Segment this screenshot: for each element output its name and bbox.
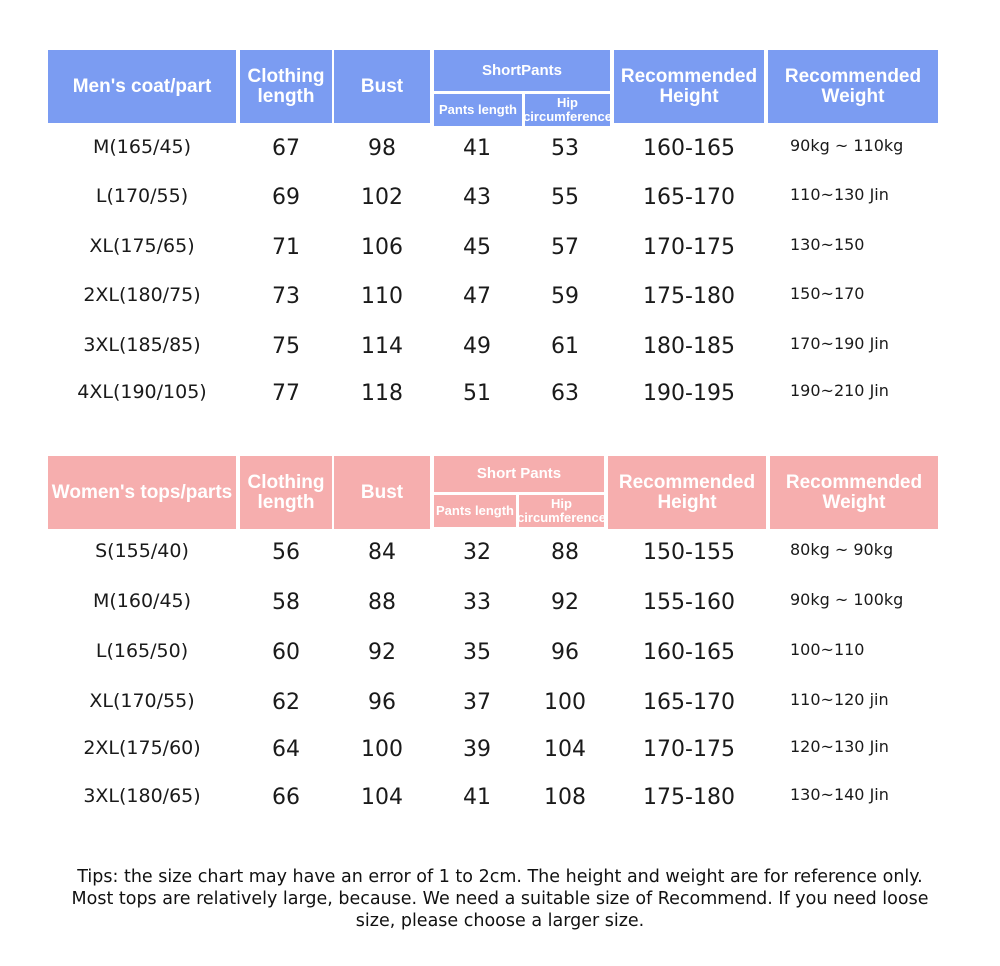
cell-weight: 100~110	[790, 640, 865, 659]
women-header-clothing-length	[240, 456, 332, 529]
cell-bust: 110	[361, 284, 403, 309]
cell-length: 60	[272, 640, 300, 665]
cell-pants: 39	[463, 737, 491, 762]
cell-size: L(170/55)	[95, 185, 189, 207]
cell-size: M(165/45)	[92, 136, 192, 158]
cell-pants: 35	[463, 640, 491, 665]
cell-bust: 92	[368, 640, 396, 665]
cell-length: 75	[272, 334, 300, 359]
men-header-height	[614, 50, 764, 123]
cell-weight: 130~150	[790, 235, 865, 254]
men-header-height-label: Recommended Height	[620, 65, 758, 107]
tips-line-3: size, please choose a larger size.	[355, 911, 645, 931]
cell-size: M(160/45)	[92, 590, 192, 612]
cell-bust: 84	[368, 540, 396, 565]
cell-weight: 90kg ~ 100kg	[790, 590, 904, 609]
women-header-height-label: Recommended Height	[618, 471, 756, 513]
men-header-short-pants-label: ShortPants	[481, 61, 562, 79]
men-header-part	[48, 50, 236, 123]
cell-weight: 120~130 Jin	[790, 737, 889, 756]
cell-bust: 104	[361, 785, 403, 810]
women-header-short-pants	[434, 456, 604, 492]
cell-bust: 100	[361, 737, 403, 762]
cell-bust: 98	[368, 136, 396, 161]
cell-length: 77	[272, 381, 300, 406]
cell-weight: 110~120 jin	[790, 690, 889, 709]
men-header-pants-length	[434, 94, 522, 126]
cell-length: 58	[272, 590, 300, 615]
cell-pants: 51	[463, 381, 491, 406]
women-header-part	[48, 456, 236, 529]
women-header-short-pants-label: Short Pants	[476, 465, 562, 483]
cell-size: S(155/40)	[95, 540, 189, 562]
cell-bust: 106	[361, 235, 403, 260]
cell-length: 62	[272, 690, 300, 715]
cell-pants: 43	[463, 185, 491, 210]
men-header-weight-label: Recommended Weight	[784, 65, 922, 107]
cell-hip: 57	[551, 235, 579, 260]
cell-length: 67	[272, 136, 300, 161]
cell-size: 3XL(185/85)	[83, 334, 201, 356]
men-header-bust-label: Bust	[360, 75, 404, 97]
cell-size: 3XL(180/65)	[83, 785, 201, 807]
cell-height: 150-155	[643, 540, 735, 565]
men-header-part-label: Men's coat/part	[72, 75, 212, 97]
men-header-weight	[768, 50, 938, 123]
women-header-part-label: Women's tops/parts	[51, 481, 233, 503]
cell-height: 165-170	[643, 185, 735, 210]
men-header-clothing-length-label: Clothing length	[247, 65, 325, 107]
cell-size: XL(175/65)	[89, 235, 195, 257]
tips-line-2: Most tops are relatively large, because. We need a suitable size of Recommend. If you need loose	[71, 889, 929, 909]
cell-hip: 88	[551, 540, 579, 565]
cell-pants: 41	[463, 785, 491, 810]
cell-height: 175-180	[643, 785, 735, 810]
cell-height: 190-195	[643, 381, 735, 406]
cell-bust: 102	[361, 185, 403, 210]
cell-weight: 110~130 Jin	[790, 185, 889, 204]
women-header-weight	[770, 456, 938, 529]
women-header-bust-label: Bust	[360, 481, 404, 503]
cell-weight: 150~170	[790, 284, 865, 303]
cell-pants: 33	[463, 590, 491, 615]
cell-size: 2XL(175/60)	[83, 737, 201, 759]
cell-hip: 55	[551, 185, 579, 210]
cell-length: 71	[272, 235, 300, 260]
women-header-clothing-length-label: Clothing length	[247, 471, 325, 513]
women-header-hip-label: Hip circumference	[517, 496, 606, 525]
cell-length: 56	[272, 540, 300, 565]
cell-pants: 49	[463, 334, 491, 359]
women-header-pants-length-label: Pants length	[435, 503, 514, 519]
cell-length: 69	[272, 185, 300, 210]
cell-weight: 130~140 Jin	[790, 785, 889, 804]
cell-pants: 37	[463, 690, 491, 715]
cell-pants: 47	[463, 284, 491, 309]
cell-pants: 45	[463, 235, 491, 260]
cell-hip: 59	[551, 284, 579, 309]
tips-line-1: Tips: the size chart may have an error of 1 to 2cm. The height and weight are for reference only.	[77, 867, 923, 887]
cell-length: 66	[272, 785, 300, 810]
cell-height: 155-160	[643, 590, 735, 615]
cell-height: 180-185	[643, 334, 735, 359]
cell-bust: 96	[368, 690, 396, 715]
men-header-hip-label: Hip circumference	[523, 95, 612, 124]
cell-hip: 63	[551, 381, 579, 406]
cell-height: 170-175	[643, 235, 735, 260]
cell-length: 73	[272, 284, 300, 309]
cell-bust: 118	[361, 381, 403, 406]
cell-hip: 61	[551, 334, 579, 359]
women-header-pants-length	[434, 495, 516, 527]
women-header-height	[608, 456, 766, 529]
cell-size: 4XL(190/105)	[77, 381, 207, 403]
cell-weight: 190~210 Jin	[790, 381, 889, 400]
cell-hip: 53	[551, 136, 579, 161]
cell-weight: 80kg ~ 90kg	[790, 540, 894, 559]
cell-size: 2XL(180/75)	[83, 284, 201, 306]
cell-height: 175-180	[643, 284, 735, 309]
cell-hip: 108	[544, 785, 586, 810]
cell-hip: 100	[544, 690, 586, 715]
cell-height: 160-165	[643, 640, 735, 665]
cell-weight: 170~190 Jin	[790, 334, 889, 353]
tips-note	[0, 866, 1000, 932]
women-header-hip	[519, 495, 604, 527]
men-header-clothing-length	[240, 50, 332, 123]
cell-weight: 90kg ~ 110kg	[790, 136, 904, 155]
cell-bust: 114	[361, 334, 403, 359]
men-header-short-pants	[434, 50, 610, 91]
cell-size: XL(170/55)	[89, 690, 195, 712]
cell-size: L(165/50)	[95, 640, 189, 662]
cell-hip: 96	[551, 640, 579, 665]
men-header-hip	[525, 94, 610, 126]
men-header-bust	[334, 50, 430, 123]
cell-height: 170-175	[643, 737, 735, 762]
cell-length: 64	[272, 737, 300, 762]
cell-pants: 41	[463, 136, 491, 161]
cell-hip: 104	[544, 737, 586, 762]
cell-bust: 88	[368, 590, 396, 615]
cell-pants: 32	[463, 540, 491, 565]
women-header-bust	[334, 456, 430, 529]
women-header-weight-label: Recommended Weight	[785, 471, 923, 513]
men-header-pants-length-label: Pants length	[438, 102, 517, 118]
cell-height: 165-170	[643, 690, 735, 715]
cell-height: 160-165	[643, 136, 735, 161]
cell-hip: 92	[551, 590, 579, 615]
